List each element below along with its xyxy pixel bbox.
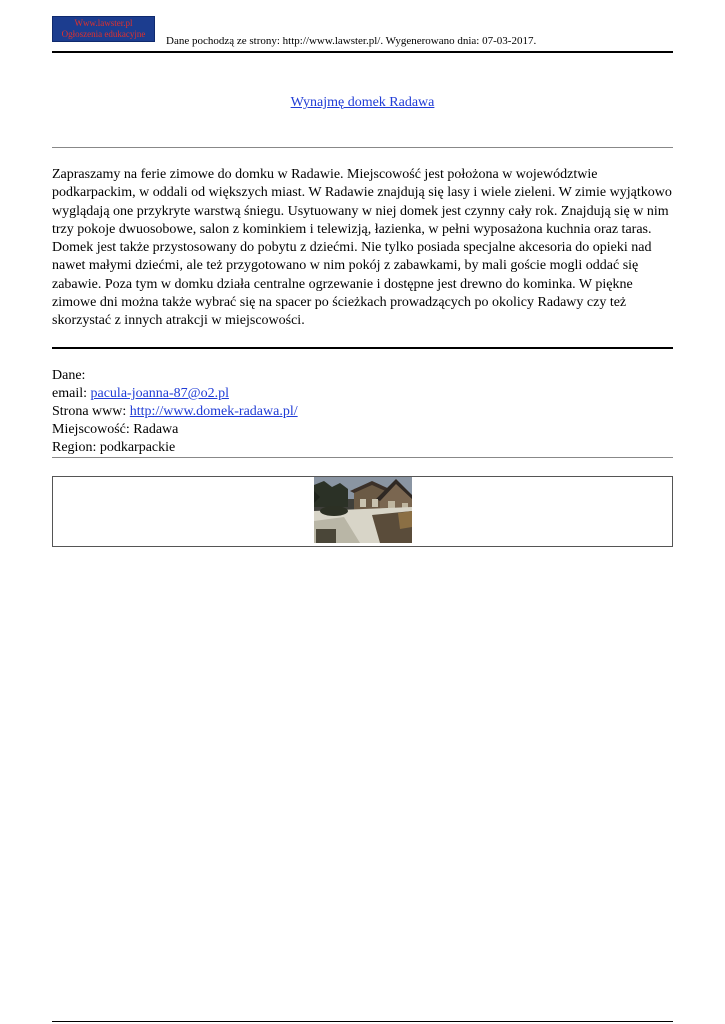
source-note: Dane pochodzą ze strony: http://www.lawster.pl/. Wygenerowano dnia: 07-03-2017. [166,35,537,47]
house-photo-image [314,477,412,543]
logo-text-line-1: Www.lawster.pl [74,18,133,28]
header-divider [52,51,673,53]
listing-description: Zapraszamy na ferie zimowe do domku w Radawie. Miejscowość jest położona w województwie podkarpackim, w oddali od większych miast. W Radawie znajdują się lasy i wiele zieleni. W zimie wyjątkowo wyglądają one przykryte warstwą śniegu. Usytuowany w niej domek jest czynny cały rok. Znajdują się w nim trzy pokoje dwuosobowe, salon z kominkiem i telewizją, łazienka, w pełni wyposażona kuchnia oraz taras. Domek jest także przystosowany do pobytu z dziećmi. Nie tylko posiada specjalne akcesoria do opieki nad nawet małymi dziećmi, ale też przygotowano w nim pokój z zabawkami, by mali goście mogli oddać się zabawie. Poza tym w domku działa centralne ogrzewanie i dostępne jest drewno do kominka. W piękne zimowe dni można także wybrać się na spacer po ścieżkach prowadzących po okolicy Radawy czy też skorzystać z innych atrakcji w miejscowości. [52,167,672,329]
site-logo[interactable] [52,16,155,42]
town-value: Radawa [133,422,179,437]
website-link[interactable]: http://www.domek-radawa.pl/ [129,404,298,419]
town-label: Miejscowość: [52,422,134,437]
region-value: podkarpackie [99,440,176,455]
website-row [52,403,673,421]
listing-title [52,94,673,111]
town-row [52,421,673,439]
email-label: email: [52,386,91,401]
footer-divider [52,1021,673,1022]
details-divider [52,457,673,458]
region-label: Region: [52,440,100,455]
title-divider [52,147,673,148]
email-row [52,385,673,403]
email-link[interactable]: pacula-joanna-87@o2.pl [90,386,229,401]
house-photo[interactable] [314,477,412,543]
logo-text-line-2: Ogłoszenia edukacyjne [61,29,146,39]
page-header [52,16,673,52]
region-row [52,439,673,457]
description-divider [52,347,673,349]
website-label: Strona www: [52,404,130,419]
photo-gallery [52,476,673,547]
details-heading: Dane: [52,368,86,383]
contact-details [52,367,673,457]
listing-title-link[interactable]: Wynajmę domek Radawa [290,95,435,110]
